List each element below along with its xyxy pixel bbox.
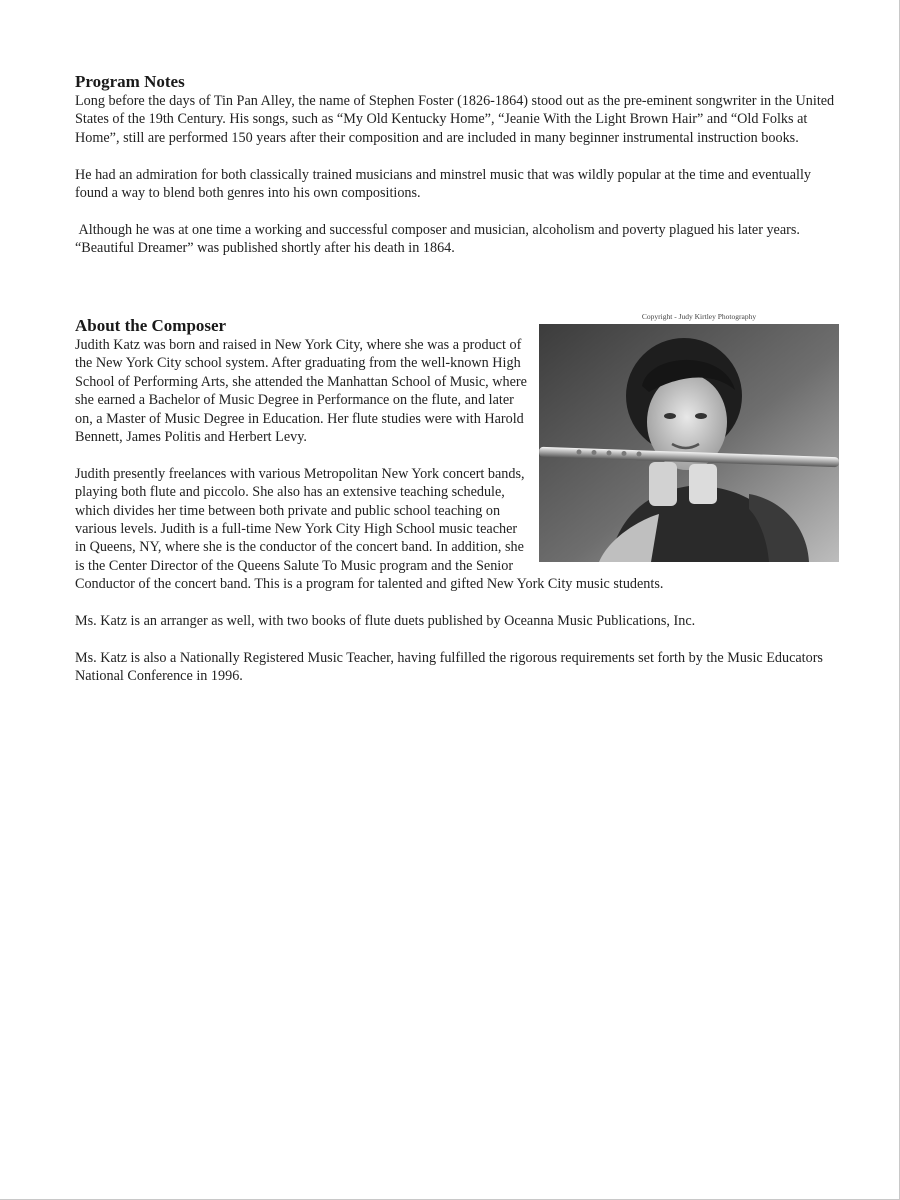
about-composer-section xyxy=(75,312,835,686)
program-notes-paragraph-3: Although he was at one time a working and successful composer and musician, alcoholism and poverty plagued his later years. “Beautiful Dreamer” was published shortly after his death in 1864. xyxy=(75,221,808,257)
program-notes-section xyxy=(75,72,835,258)
about-composer-heading: About the Composer xyxy=(75,316,227,335)
composer-photo-block xyxy=(539,310,843,562)
about-composer-paragraph-3: Ms. Katz is an arranger as well, with two books of flute duets published by Oceanna Music Publications, Inc. xyxy=(75,613,696,630)
program-notes-paragraph-2: He had an admiration for both classically trained musicians and minstrel music that was wildly popular at the time and eventually found a way to blend both genres into his own compositions. xyxy=(75,166,811,202)
about-composer-paragraph-4: Ms. Katz is also a Nationally Registered Music Teacher, having fulfilled the rigorous requirements set forth by the Music Educators National Conference in 1996. xyxy=(75,649,823,685)
program-notes-heading: Program Notes xyxy=(75,72,185,91)
about-composer-paragraph-2: Judith presently freelances with various Metropolitan New York concert bands, playing both flute and piccolo. She also has an extensive teaching schedule, which divides her time between both private and public school teaching on various levels. Judith is a full-time New York City High School music teacher in Queens, NY, where she is the conductor of the concert band. In addition, she is the Center Director of the Queens Salute To Music program and the Senior Conductor of the concert band. This is a program for talented and gifted New York City music students. xyxy=(75,465,664,593)
composer-photo xyxy=(539,324,839,562)
about-composer-paragraph-1: Judith Katz was born and raised in New York City, where she was a product of the New York City school system. After graduating from the well-known High School of Performing Arts, she attended the Manhattan School of Music, where she earned a Bachelor of Music Degree in Performance on the flute, and later on, a Master of Music Degree in Education. Her flute studies were with Harold Bennett, James Politis and Herbert Levy. xyxy=(75,337,527,446)
photo-credit: Copyright - Judy Kirtley Photography xyxy=(641,312,757,321)
program-notes-paragraph-1: Long before the days of Tin Pan Alley, the name of Stephen Foster (1826-1864) stood out as the pre-eminent songwriter in the United States of the 19th Century. His songs, such as “My Old Kentucky Home”, “Jeanie With the Light Brown Hair” and “Old Folks at Home”, still are performed 150 years after their composition and are included in many beginner instrumental instruction books. xyxy=(75,93,835,146)
